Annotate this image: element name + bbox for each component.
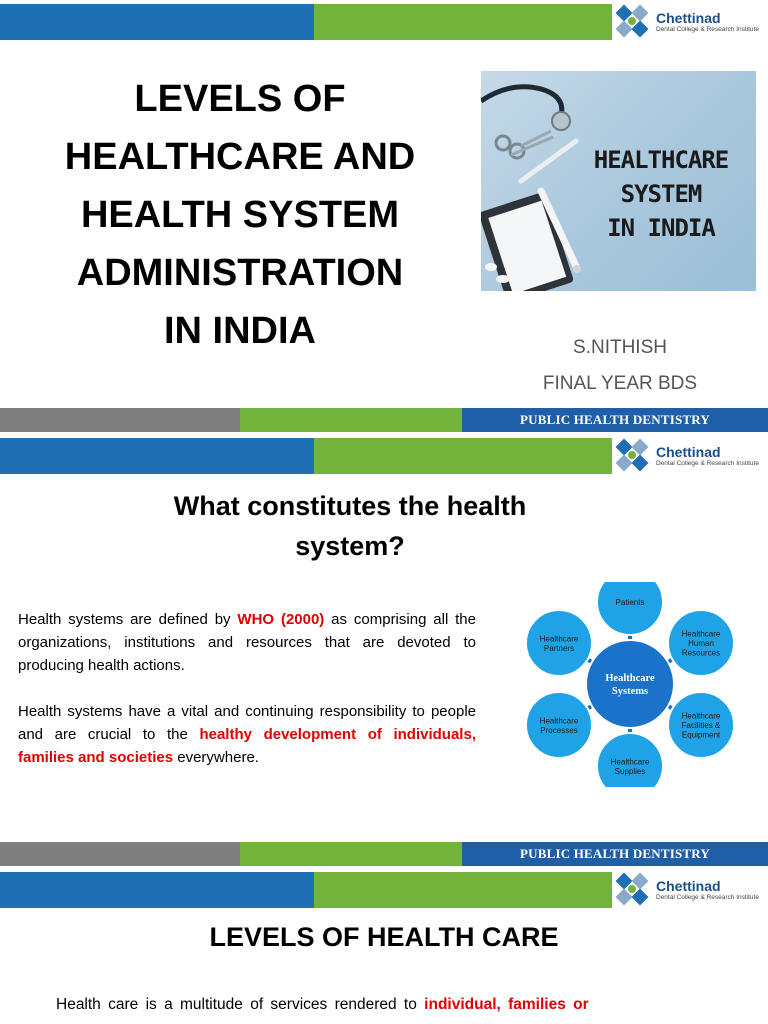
chettinad-logo-icon bbox=[614, 437, 652, 475]
diagram-node-label: Equipment bbox=[681, 730, 721, 740]
diagram-node-label: Healthcare bbox=[539, 634, 579, 644]
author-name: S.NITHISH bbox=[573, 337, 667, 358]
cover-image-caption bbox=[591, 143, 731, 245]
logo-name: Chettinad bbox=[656, 877, 721, 894]
diagram-node bbox=[597, 733, 663, 787]
title-line: HEALTHCARE AND bbox=[64, 136, 416, 178]
logo-subtitle: Dental College & Research Institute bbox=[656, 25, 759, 33]
diagram-node-label: Resources bbox=[681, 648, 721, 658]
college-logo bbox=[612, 2, 768, 42]
diagram-node-label: Human bbox=[688, 639, 714, 648]
department-label: PUBLIC HEALTH DENTISTRY bbox=[462, 408, 768, 432]
definition-text bbox=[18, 608, 476, 792]
highlighted-text: individual, families or bbox=[424, 996, 589, 1013]
healthcare-cover-image bbox=[481, 71, 756, 291]
title-line: HEALTH SYSTEM bbox=[80, 194, 400, 236]
slide-health-system bbox=[0, 434, 768, 866]
diagram-node bbox=[668, 610, 734, 676]
diagram-node-label: Healthcare bbox=[681, 711, 721, 721]
top-banner-blue bbox=[0, 4, 314, 40]
diagram-node-label: Healthcare bbox=[610, 757, 650, 767]
diagram-node-label: Partners bbox=[543, 643, 575, 653]
bottom-banner bbox=[0, 842, 768, 866]
department-label: PUBLIC HEALTH DENTISTRY bbox=[462, 842, 768, 866]
text-run: Health systems have a vital and continuing responsibility to people and are crucial to the bbox=[18, 703, 476, 743]
title-line: IN INDIA bbox=[164, 310, 316, 352]
diagram-center-label: Systems bbox=[611, 686, 649, 697]
bottom-banner-gray bbox=[0, 408, 240, 432]
heading-line: system? bbox=[295, 531, 405, 561]
diagram-node-label: Supplies bbox=[614, 766, 646, 776]
bottom-banner-green bbox=[240, 842, 462, 866]
logo-name: Chettinad bbox=[656, 9, 721, 26]
bottom-banner-green bbox=[240, 408, 462, 432]
top-banner-green bbox=[314, 4, 612, 40]
top-banner bbox=[0, 872, 612, 908]
paragraph bbox=[18, 608, 476, 677]
text-run: everywhere. bbox=[173, 749, 259, 766]
diagram-node-label: Facilities & bbox=[681, 721, 721, 730]
diagram-center-label: Healthcare bbox=[605, 673, 655, 684]
diagram-node bbox=[526, 610, 592, 676]
caption-line: IN INDIA bbox=[607, 214, 715, 242]
slide-heading bbox=[110, 486, 590, 566]
diagram-node bbox=[526, 692, 592, 758]
bottom-banner-gray bbox=[0, 842, 240, 866]
slide-levels-of-care bbox=[0, 868, 768, 1024]
caption-line: HEALTHCARE bbox=[593, 146, 729, 174]
diagram-node bbox=[668, 692, 734, 758]
top-banner-blue bbox=[0, 872, 314, 908]
chettinad-logo-icon bbox=[614, 3, 652, 41]
title-line: LEVELS OF bbox=[134, 78, 346, 120]
top-banner-green bbox=[314, 872, 612, 908]
text-run: Health care is a multitude of services rendered to bbox=[56, 996, 425, 1013]
highlighted-text: healthy development of individuals, families and societies bbox=[18, 726, 476, 766]
highlighted-text: WHO (2000) bbox=[237, 611, 325, 628]
intro-text bbox=[56, 996, 716, 1014]
diagram-node-label: Healthcare bbox=[539, 716, 579, 726]
logo-subtitle: Dental College & Research Institute bbox=[656, 459, 759, 467]
top-banner bbox=[0, 438, 612, 474]
text-run: as comprising all the organizations, institutions and resources that are devoted to producing health actions. bbox=[18, 611, 476, 674]
diagram-center-node bbox=[586, 640, 674, 728]
author-block bbox=[490, 330, 750, 402]
diagram-node-label: Patients bbox=[615, 598, 645, 607]
slide-heading: LEVELS OF HEALTH CARE bbox=[209, 922, 559, 952]
college-logo bbox=[612, 870, 768, 910]
heading-line: What constitutes the health bbox=[173, 491, 527, 521]
chettinad-logo-icon bbox=[614, 871, 652, 909]
logo-subtitle: Dental College & Research Institute bbox=[656, 893, 759, 901]
diagram-node-label: Processes bbox=[540, 725, 578, 735]
caption-line: SYSTEM bbox=[620, 180, 702, 208]
text-run: Health systems are defined by bbox=[18, 611, 238, 628]
slide-title bbox=[0, 0, 768, 432]
diagram-node-label: Healthcare bbox=[681, 629, 721, 639]
bottom-banner bbox=[0, 408, 768, 432]
college-logo bbox=[612, 436, 768, 476]
top-banner-green bbox=[314, 438, 612, 474]
health-system-diagram bbox=[496, 582, 764, 787]
title-line: ADMINISTRATION bbox=[76, 252, 404, 294]
top-banner-blue bbox=[0, 438, 314, 474]
diagram-node bbox=[597, 582, 663, 635]
author-role: FINAL YEAR BDS bbox=[542, 373, 698, 394]
presentation-title bbox=[30, 70, 450, 360]
top-banner bbox=[0, 4, 612, 40]
logo-name: Chettinad bbox=[656, 443, 721, 460]
paragraph bbox=[18, 700, 476, 769]
